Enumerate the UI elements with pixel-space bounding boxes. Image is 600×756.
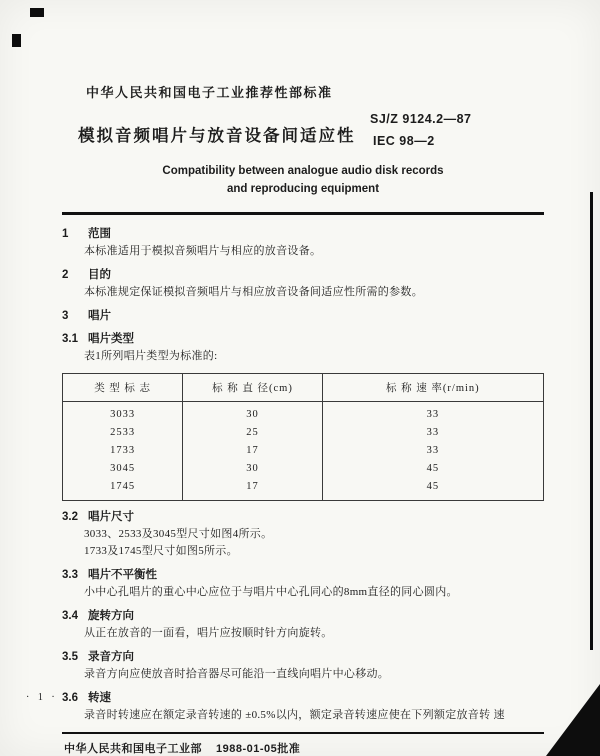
cell-type: 3033 [63,402,183,424]
table-row [63,423,544,441]
cell-speed: 45 [426,463,440,474]
approval-date: 1988-01-05批准 [216,743,301,755]
header-rule [62,212,544,215]
standard-codes [370,108,472,152]
table-row [63,441,544,459]
approver: 中华人民共和国电子工业部 [64,743,202,755]
footer-rule [62,732,544,734]
scan-edge-line [590,192,593,650]
section-paragraph: 1733及1745型尺寸如图5所示。 [84,545,238,557]
section-heading-3-2: 3.2 唱片尺寸 [62,511,134,523]
cell-type: 3045 [63,459,183,477]
section-heading-3-5: 3.5 录音方向 [62,651,134,663]
cell-speed: 33 [426,445,440,456]
cell-type: 2533 [63,423,183,441]
table-head [63,374,544,402]
record-types-table [62,373,544,501]
title-en-line1: Compatibility between analogue audio disk records [162,165,444,177]
title-en-line2: and reproducing equipment [226,183,380,195]
approval-line [64,740,544,756]
section-heading-2: 2 目的 [62,269,111,281]
iec-number: IEC 98—2 [373,134,435,148]
cell-diameter: 30 [183,459,322,477]
table-body [63,402,544,501]
cell-type: 1745 [63,477,183,501]
section-paragraph: 3033、2533及3045型尺寸如图4所示。 [84,528,273,540]
table-header-type: 类 型 标 志 [63,374,183,402]
section-heading-3-4: 3.4 旋转方向 [62,610,134,622]
cell-speed: 33 [426,409,440,420]
table-row [63,459,544,477]
standard-organization: 中华人民共和国电子工业推荐性部标准 [86,85,333,100]
scan-mark-left [12,34,21,47]
standard-number: SJ/Z 9124.2—87 [370,112,472,126]
section-heading-3-3: 3.3 唱片不平衡性 [62,569,157,581]
page-number: · 1 · [26,692,58,703]
document-title-cn: 模拟音频唱片与放音设备间适应性 [78,127,356,145]
section-heading-3-6: 3.6 转速 [62,692,111,704]
section-paragraph: 本标准规定保证模拟音频唱片与相应放音设备间适应性所需的参数。 [84,286,423,298]
scan-corner-fold [546,684,600,756]
cell-diameter: 17 [183,477,322,501]
scan-mark-top [30,8,44,17]
section-paragraph: 录音时转速应在额定录音转速的 ±0.5%以内，额定录音转速应使在下列额定放音转 速 [84,709,505,721]
section-heading-3: 3 唱片 [62,310,111,322]
section-paragraph: 小中心孔唱片的重心中心应位于与唱片中心孔同心的8mm直径的同心圆内。 [84,586,458,598]
table-header-speed: 标 称 速 率(r/min) [322,374,543,402]
cell-speed: 33 [426,427,440,438]
section-paragraph: 本标准适用于模拟音频唱片与相应的放音设备。 [84,245,322,257]
cell-diameter: 17 [183,441,322,459]
document-body [62,225,544,723]
document-title-en [62,162,544,198]
section-paragraph: 表1所列唱片类型为标准的: [84,350,218,362]
table-header-diameter: 标 称 直 径(cm) [183,374,322,402]
document-header [62,82,544,198]
section-paragraph: 录音方向应使放音时拾音器尽可能沿一直线向唱片中心移动。 [84,668,390,680]
cell-diameter: 25 [183,423,322,441]
table-row [63,477,544,501]
table-header-row [63,374,544,402]
table-row [63,402,544,424]
cell-type: 1733 [63,441,183,459]
section-heading-3-1: 3.1 唱片类型 [62,333,134,345]
section-heading-1: 1 范围 [62,228,111,240]
section-paragraph: 从正在放音的一面看，唱片应按顺时针方向旋转。 [84,627,333,639]
cell-diameter: 30 [183,402,322,424]
cell-speed: 45 [426,481,440,492]
